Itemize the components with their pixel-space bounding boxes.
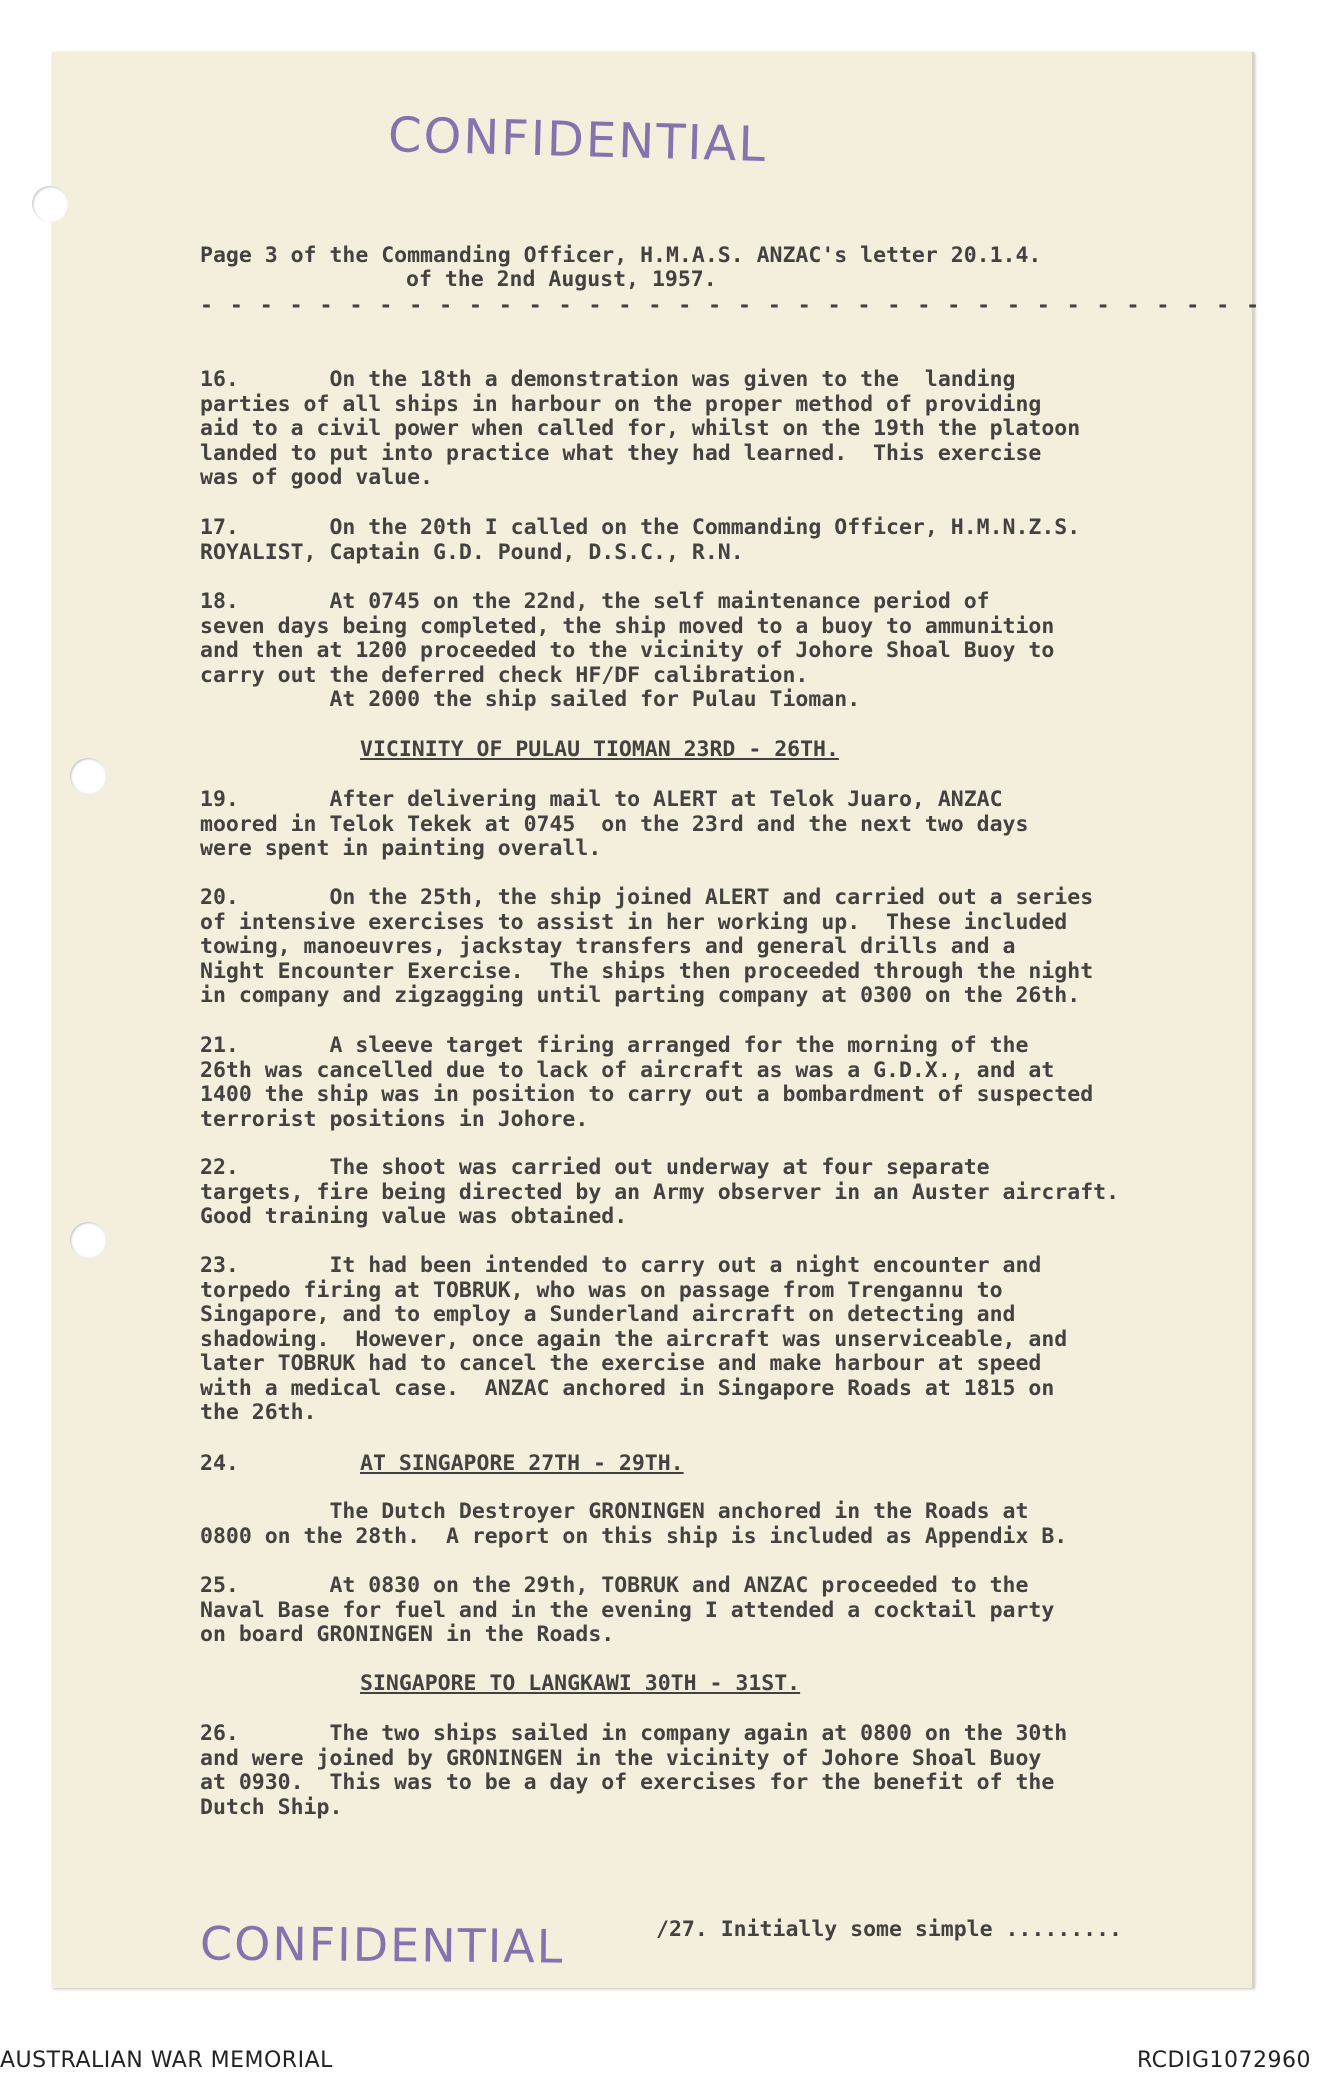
document-page: [52, 52, 1254, 1988]
footer-record-id: RCDIG1072960: [1136, 2048, 1311, 2073]
paragraph-16: 16. On the 18th a demonstration was given to the landing parties of all ships in harbour on the proper method of providing aid to a civil power when called for, whilst on the 19th the platoon landed to put into practice what they had learned. This exercise was of good value.: [200, 367, 1081, 490]
paragraph-22: 22. The shoot was carried out underway at four separate targets, fire being directed by an Army observer in an Auster aircraft. Good training value was obtained.: [200, 1155, 1120, 1229]
section-heading-singapore: AT SINGAPORE 27TH - 29TH.: [360, 1451, 684, 1476]
continuation-line: /27. Initially some simple .........: [656, 1917, 1122, 1942]
paragraph-23: 23. It had been intended to carry out a night encounter and torpedo firing at TOBRUK, who was on passage from Trengannu to Singapore, and to employ a Sunderland aircraft on detecting and shadowing. However, once again the aircraft was unserviceable, and later TOBRUK had to cancel the exercise and make harbour at speed with a medical case. ANZAC anchored in Singapore Roads at 1815 on the 26th.: [200, 1253, 1068, 1425]
paragraph-19: 19. After delivering mail to ALERT at Telok Juaro, ANZAC moored in Telok Tekek at 0745 on the 23rd and the next two days were spent in painting overall.: [200, 787, 1029, 861]
punch-hole-middle: [70, 758, 106, 794]
footer-archive-name: AUSTRALIAN WAR MEMORIAL: [0, 2048, 333, 2073]
paragraph-26: 26. The two ships sailed in company again at 0800 on the 30th and were joined by GRONINGEN in the vicinity of Johore Shoal Buoy at 0930. This was to be a day of exercises for the benefit of the Dutch Ship.: [200, 1721, 1068, 1820]
paragraph-25: 25. At 0830 on the 29th, TOBRUK and ANZAC proceeded to the Naval Base for fuel and in the evening I attended a cocktail party on board GRONINGEN in the Roads.: [200, 1573, 1055, 1647]
paragraph-17: 17. On the 20th I called on the Commanding Officer, H.M.N.Z.S. ROYALIST, Captain G.D. Pound, D.S.C., R.N.: [200, 515, 1081, 565]
punch-hole-top: [32, 186, 68, 222]
section-heading-langkawi: SINGAPORE TO LANGKAWI 30TH - 31ST.: [360, 1671, 801, 1696]
header-line-2: of the 2nd August, 1957.: [406, 267, 717, 292]
section-heading-tioman: VICINITY OF PULAU TIOMAN 23RD - 26TH.: [360, 737, 839, 762]
paragraph-20: 20. On the 25th, the ship joined ALERT and carried out a series of intensive exercises to assist in her working up. These included towing, manoeuvres, jackstay transfers and general drills and a Night Encounter Exercise. The ships then proceeded through the night in company and zigzagging until parting company at 0300 on the 26th.: [200, 885, 1094, 1008]
punch-hole-lower: [70, 1222, 106, 1258]
paragraph-24: The Dutch Destroyer GRONINGEN anchored in the Roads at 0800 on the 28th. A report on this ship is included as Appendix B.: [200, 1499, 1068, 1549]
paragraph-18: 18. At 0745 on the 22nd, the self maintenance period of seven days being completed, the ship moved to a buoy to ammunition and then at 1200 proceeded to the vicinity of Johore Shoal Buoy to carry out the deferred check HF/DF calibration. At 2000 the ship sailed for Pulau Tioman.: [200, 589, 1055, 712]
paragraph-21: 21. A sleeve target firing arranged for the morning of the 26th was cancelled due to lack of aircraft as was a G.D.X., and at 1400 the ship was in position to carry out a bombardment of suspected terrorist positions in Johore.: [200, 1033, 1094, 1132]
confidential-stamp-bottom: CONFIDENTIAL: [199, 1916, 565, 1974]
header-line-1: Page 3 of the Commanding Officer, H.M.A.S. ANZAC's letter 20.1.4.: [200, 243, 1042, 268]
header-rule: - - - - - - - - - - - - - - - - - - - - - - - - - - - - - - - - - - - -: [200, 293, 1262, 318]
confidential-stamp-top: CONFIDENTIAL: [387, 107, 768, 173]
paragraph-24-number: 24.: [200, 1451, 239, 1476]
